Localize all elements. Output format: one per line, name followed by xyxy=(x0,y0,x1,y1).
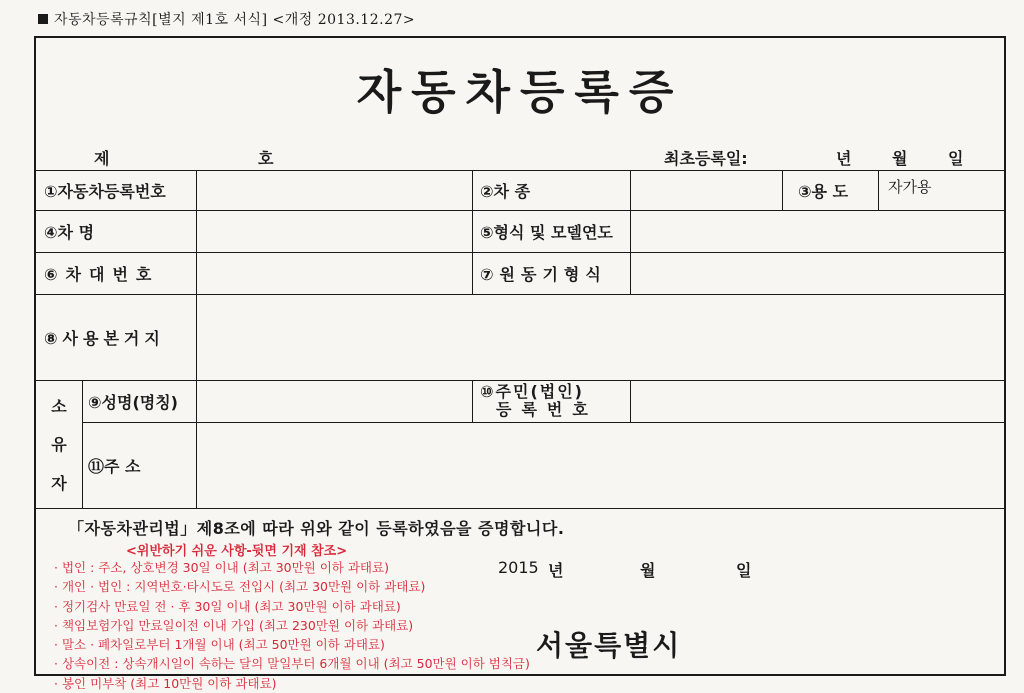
resident-number-label xyxy=(480,380,598,422)
notice-title: <위반하기 쉬운 사항-뒷면 기재 참조> xyxy=(126,544,348,559)
owner-name-label: ⑨성명(명칭) xyxy=(88,392,178,412)
reg-number-label: ①자동차등록번호 xyxy=(44,181,166,201)
column-divider xyxy=(82,380,83,508)
number-suffix: 호 xyxy=(258,149,274,168)
list-item: · 책임보험가입 만료일이전 이내 가입 (최고 230만원 이하 과태료) xyxy=(54,617,414,633)
first-registration-month: 월 xyxy=(892,149,908,168)
base-location-label: ⑧사용본거지 xyxy=(44,328,165,348)
list-item: · 말소 · 폐차일로부터 1개월 이내 (최고 50만원 이하 과태료) xyxy=(54,637,385,653)
first-registration-day: 일 xyxy=(948,149,964,168)
issue-year: 2015 xyxy=(498,558,539,577)
row-divider xyxy=(36,294,1004,295)
owner-char: 소 xyxy=(51,396,67,416)
registration-certificate xyxy=(34,36,1006,691)
resident-number-line1: ⑩주민(법인) xyxy=(480,382,584,401)
certificate-title: 자동차등록증 xyxy=(356,65,684,119)
first-registration-year: 년 xyxy=(836,149,852,168)
certification-text: 「자동차관리법」제8조에 따라 위와 같이 등록하였음을 증명합니다. xyxy=(68,519,565,538)
row-divider xyxy=(82,422,1004,423)
form-header-text: 자동차등록규칙[별지 제1호 서식] <개정 2013.12.27> xyxy=(54,12,416,28)
list-item: · 봉인 미부착 (최고 10만원 이하 과태료) xyxy=(54,675,277,691)
column-divider xyxy=(630,380,631,422)
vehicle-type-label: ②차 종 xyxy=(480,181,531,201)
column-divider xyxy=(878,170,879,210)
resident-number-line2: 등록번호 xyxy=(496,400,598,419)
chassis-number-label: ⑥차대번호 xyxy=(44,264,160,284)
engine-type-label: ⑦원동기형식 xyxy=(480,264,607,284)
form-header xyxy=(38,9,415,29)
issuer-name: 서울특별시 xyxy=(536,629,682,662)
model-year-label: ⑤형식 및 모델연도 xyxy=(480,222,613,242)
list-item: · 개인 · 법인 : 지역번호·타시도로 전입시 (최고 30만원 이하 과태료) xyxy=(54,579,426,595)
address-label: ⑪주 소 xyxy=(88,456,141,476)
owner-column xyxy=(36,380,82,508)
column-divider xyxy=(472,170,473,294)
column-divider xyxy=(472,380,473,422)
list-item: · 정기검사 만료일 전 · 후 30일 이내 (최고 30만원 이하 과태료) xyxy=(54,598,401,614)
owner-char: 유 xyxy=(51,435,67,455)
usage-value: 자가용 xyxy=(888,178,932,196)
row-divider xyxy=(36,508,1004,509)
first-registration-label: 최초등록일: xyxy=(664,149,748,168)
column-divider xyxy=(196,170,197,508)
notice-list xyxy=(54,558,530,693)
issue-day-label: 일 xyxy=(736,561,752,580)
square-bullet-icon xyxy=(38,14,48,24)
list-item: · 상속이전 : 상속개시일이 속하는 달의 말일부터 6개월 이내 (최고 50만원 이하 범칙금) xyxy=(54,656,530,672)
column-divider xyxy=(630,170,631,294)
column-divider xyxy=(782,170,783,210)
owner-char: 자 xyxy=(51,474,67,494)
car-name-label: ④차 명 xyxy=(44,222,95,242)
number-prefix: 제 xyxy=(94,149,110,168)
usage-label: ③용 도 xyxy=(798,181,849,201)
list-item: · 법인 : 주소, 상호변경 30일 이내 (최고 30만원 이하 과태료) xyxy=(54,560,389,575)
issue-year-label: 년 xyxy=(548,561,564,580)
issue-month-label: 월 xyxy=(640,561,656,580)
